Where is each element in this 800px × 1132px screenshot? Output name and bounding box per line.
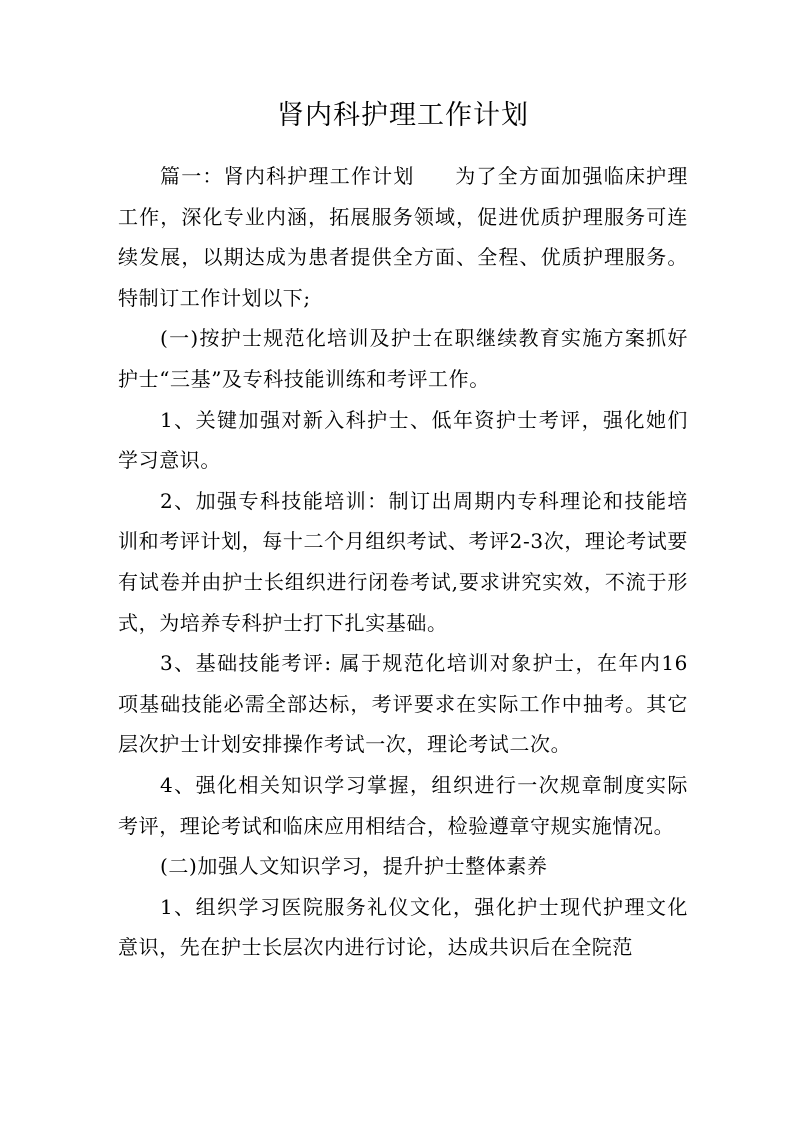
document-body [118, 156, 688, 968]
section-two-heading: (二)加强人文知识学习，提升护士整体素养 [160, 854, 548, 879]
section-two-item-1-paragraph: 1、组织学习医院服务礼仪文化，强化护士现代护理文化意识，先在护士长层次内进行讨论，达成共识后在全院范 [118, 894, 688, 960]
item-1-paragraph: 1、关键加强对新入科护士、低年资护士考评，强化她们学习意识。 [118, 407, 688, 473]
document-title: 肾内科护理工作计划 [277, 100, 529, 131]
item-3-paragraph: 3、基础技能考评: 属于规范化培训对象护士，在年内16项基础技能必需全部达标，考评要求在实际工作中抽考。其它层次护士计划安排操作考试一次，理论考试二次。 [118, 651, 688, 757]
section-one-heading: (一)按护士规范化培训及护士在职继续教育实施方案抓好护士“三基”及专科技能训练和考评工作。 [118, 326, 688, 391]
item-2-paragraph: 2、加强专科技能培训：制订出周期内专科理论和技能培训和考评计划，每十二个月组织考试、考评2-3次，理论考试要有试卷并由护士长组织进行闭卷考试,要求讲究实效，不流于形式，为培养专科护士打下扎实基础。 [118, 488, 688, 635]
intro-paragraph [118, 156, 688, 318]
intro-text: 为了全方面加强临床护理工作，深化专业内涵，拓展服务领域，促进优质护理服务可连续发展，以期达成为患者提供全方面、全程、优质护理服务。特制订工作计划以下; [118, 164, 688, 310]
item-4-paragraph: 4、强化相关知识学习掌握，组织进行一次规章制度实际考评，理论考试和临床应用相结合，检验遵章守规实施情况。 [118, 772, 688, 838]
intro-heading: 篇一：肾内科护理工作计划 [160, 164, 415, 188]
